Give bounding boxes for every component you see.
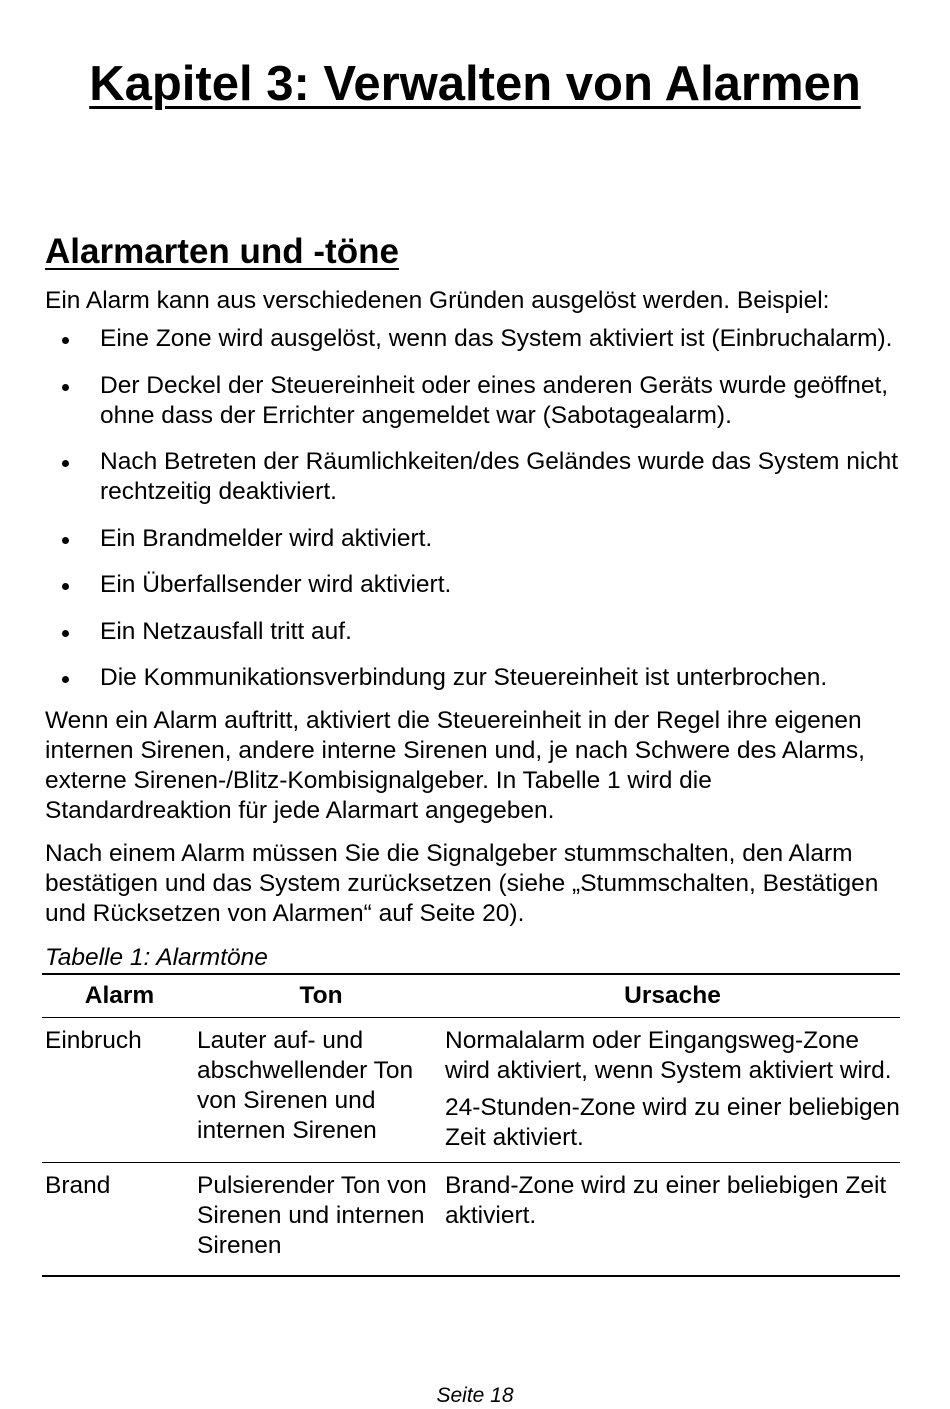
list-item [45,524,905,554]
cause-text: Normalalarm oder Eingangsweg-Zone wird aktiviert, wenn System aktiviert wird. [445,1026,892,1084]
cell-ursache [445,1017,900,1162]
list-item-text: Nach Betreten der Räumlichkeiten/des Geländes wurde das System nicht rechtzeitig deaktiviert. [100,448,899,505]
column-header-alarm: Alarm [42,974,197,1018]
bullet-icon [62,337,69,344]
list-item-text: Ein Überfallsender wird aktiviert. [100,571,452,598]
list-item-text: Ein Brandmelder wird aktiviert. [100,524,433,552]
bullet-icon [62,460,69,467]
cell-alarm: Brand [42,1162,197,1276]
chapter-title: Kapitel 3: Verwalten von Alarmen [89,57,861,111]
table-row [42,1162,900,1276]
page-number: Seite 18 [436,1384,514,1407]
section-title: Alarmarten und -töne [45,232,399,271]
list-item [45,324,905,354]
column-header-ton: Ton [197,974,445,1018]
list-item-text: Eine Zone wird ausgelöst, wenn das System aktiviert ist (Einbruchalarm). [100,325,893,352]
list-item [45,570,905,600]
cell-ton: Lauter auf- und abschwellender Ton von Sirenen und internen Sirenen [197,1017,445,1162]
table-caption: Tabelle 1: Alarmtöne [45,943,268,971]
cause-text: 24-Stunden-Zone wird zu einer beliebigen Zeit aktiviert. [445,1093,900,1151]
table-row [42,1017,900,1162]
cause-text: Brand-Zone wird zu einer beliebigen Zeit aktiviert. [445,1171,887,1229]
cell-alarm: Einbruch [42,1017,197,1162]
bullet-icon [62,630,69,637]
alarm-response-paragraph: Wenn ein Alarm auftritt, aktiviert die Steuereinheit in der Regel ihre eigenen internen Sirenen, andere interne Sirenen und, je nach Schwere des Alarms, externe Sirenen-/Blitz-Kombisignalgeber. In Tabelle 1 wird die Standardreaktion für jede Alarmart angegeben. [45,706,865,824]
table-header-row [42,974,900,1018]
column-header-ursache: Ursache [445,974,900,1018]
list-item [45,371,905,431]
alarm-tones-table [42,973,900,1277]
alarm-reasons-list [45,324,905,693]
list-item [45,663,905,693]
list-item [45,447,905,507]
bullet-icon [62,537,69,544]
list-item [45,617,905,647]
alarm-reset-paragraph: Nach einem Alarm müssen Sie die Signalgeber stummschalten, den Alarm bestätigen und das System zurücksetzen (siehe „Stummschalten, Bestätigen und Rücksetzen von Alarmen“ auf Seite 20). [45,839,879,927]
page-content [45,228,905,1277]
intro-paragraph: Ein Alarm kann aus verschiedenen Gründen ausgelöst werden. Beispiel: [45,287,830,314]
bullet-icon [62,676,69,683]
list-item-text: Der Deckel der Steuereinheit oder eines anderen Geräts wurde geöffnet, ohne dass der Errichter angemeldet war (Sabotagealarm). [100,371,889,429]
cell-ursache [445,1162,900,1276]
cell-ton: Pulsierender Ton von Sirenen und internen Sirenen [197,1162,445,1276]
list-item-text: Die Kommunikationsverbindung zur Steuereinheit ist unterbrochen. [100,664,828,691]
list-item-text: Ein Netzausfall tritt auf. [100,617,352,645]
bullet-icon [62,583,69,590]
bullet-icon [62,384,69,391]
